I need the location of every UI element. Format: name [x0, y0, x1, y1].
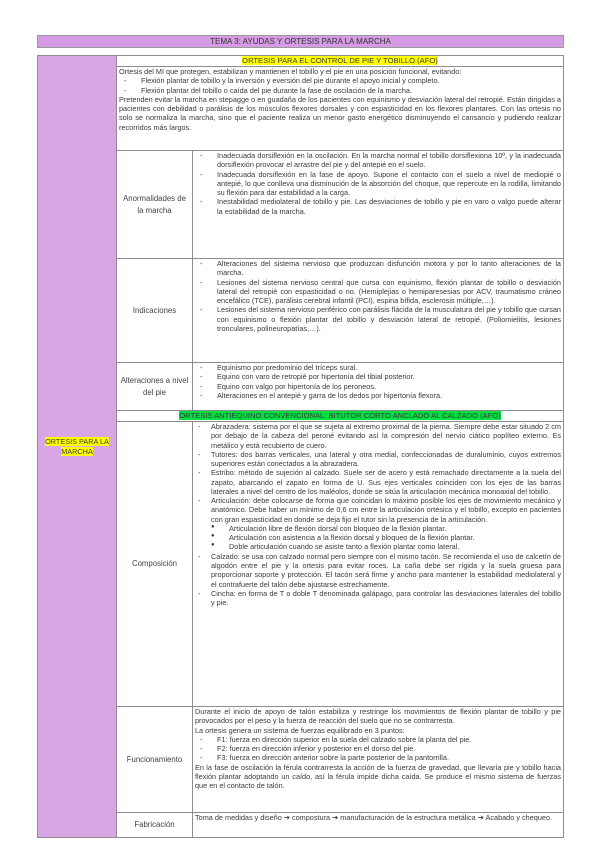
- list-item: - Lesiones del sistema nervioso periférico con parálisis flácida de la musculatura del pie y tobillo que cursan con equinismo o flexión plantar del tobillo y desviación lateral de retropié. (Poliomielitis, lesiones tronculares, polineuropatías,…).: [195, 305, 561, 333]
- indicaciones-content: [193, 259, 564, 363]
- indicaciones-list: [195, 259, 561, 333]
- funcionamiento-content: [193, 707, 564, 813]
- section-label-cell: [38, 56, 117, 838]
- list-item: - Equino con valgo por hipertonía de los peroneos.: [195, 382, 561, 391]
- funcionamiento-p2: La ortesis genera un sistema de fuerzas equilibrado en 3 puntos:: [195, 725, 405, 735]
- afo-intro: Ortesis del MI que protegen, estabilizan y mantienen el tobillo y el pie en una posición funcional, evitando:: [119, 67, 462, 76]
- list-item: ● Articulación con asistencia a la flexión dorsal y bloqueo de la flexión plantar.: [195, 533, 561, 542]
- list-item: - Equinismo por predominio del tríceps sural.: [195, 363, 561, 372]
- row-label-composicion: Composición: [117, 422, 193, 707]
- list-item: - Inestabilidad mediolateral de tobillo y pie. Las desviaciones de tobillo y pie en varo o valgo puede alterar la estabilidad de la marcha.: [195, 197, 561, 216]
- list-item: - Calzado: se usa con calzado normal pero siempre con el mismo tacón. Se recomienda el uso de calcetín de algodón entre el pie y la ortesis para evitar roces. La caña debe ser rígida y la suela gruesa para proporcionar soporte y protección. El tacón será firme y ancho para mantener la estabilidad mediolateral y el contrafuerte del talón debe ajustarse estrechamente.: [195, 552, 561, 589]
- alteraciones-list: [195, 363, 561, 400]
- fabricacion-content: Toma de medidas y diseño ➔ compostura ➔ manufacturación de la estructura metálica ➔ Acabado y chequeo.: [193, 813, 564, 838]
- document-title: TEMA 3: AYUDAS Y ORTESIS PARA LA MARCHA: [37, 35, 564, 48]
- document-page: [37, 35, 564, 838]
- antiequino-heading-cell: [117, 411, 564, 422]
- row-label-alteraciones: Alteraciones a nivel del pie: [117, 363, 193, 411]
- composicion-list: [195, 422, 561, 524]
- list-item: - Tutores: dos barras verticales, una lateral y otra medial, confeccionadas de duraluminio, cuyos extremos superiores están conectados a la abrazadera.: [195, 450, 561, 469]
- list-item: - Lesiones del sistema nervioso central que cursa con equinismo, flexión plantar de tobillo o desviación lateral del retropié con espasticidad o no. (Hemiplejias o hemiparesesias por ACV, traumatismo cráneo encefálico (TCE), parálisis cerebral infantil (PCI), espina bífida, esclerosis múltiple,…).: [195, 278, 561, 306]
- composicion-content: [193, 422, 564, 707]
- row-label-fabricacion: Fabricación: [117, 813, 193, 838]
- list-item: ● Articulación libre de flexión dorsal con bloqueo de la flexión plantar.: [195, 524, 561, 533]
- row-label-funcionamiento: Funcionamiento: [117, 707, 193, 813]
- list-item: - Inadecuada dorsiflexión en la fase de apoyo. Supone el contacto con el suelo a nivel de mediopié o antepié, lo que conlleva una disminución de la absorción del choque, que repercute en la rodilla, limitando su flexión para dar estabilidad a la carga.: [195, 170, 561, 198]
- list-item: ● Doble articulación cuando se asiste tanto a flexión plantar como lateral.: [195, 542, 561, 551]
- afo-intro-cell: [117, 67, 564, 151]
- afo-heading: ORTESIS PARA EL CONTROL DE PIE Y TOBILLO (AFO): [242, 56, 438, 65]
- list-item: - Equino con varo de retropié por hipertonía del tibial posterior.: [195, 372, 561, 381]
- funcionamiento-p3: En la fase de oscilación la férula contrarresta la acción de la fuerza de gravedad, que llevaría pie y tobillo hacia flexión plantar adoptando un caído, así la férula impide dicha caída. Se produce el mismo sistema de fuerzas que en el contacto de talón.: [195, 762, 561, 791]
- row-label-indicaciones: Indicaciones: [117, 259, 193, 363]
- list-item: - Estribo: método de sujeción al calzado. Suele ser de acero y está remachado directamente a la suela del zapato, abarcando el zapato en forma de U. Sus ejes verticales coinciden con los ejes de las barras laterales a nivel del centro de los maléolos, donde se sitúa la articulación mecánica monoaxial del tobillo.: [195, 468, 561, 496]
- list-item: - F3: fuerza en dirección anterior sobre la parte posterior de la pantorrilla.: [195, 753, 561, 762]
- list-item: - Articulación: debe colocarse de forma que coincidan lo máximo posible los ejes de movimiento mecánico y anatómico. Debe haber un mínimo de 0,6 cm entre la articulación ortésica y el tobillo, excepto en pacientes con gran espasticidad en donde se deja fijo el tutor sin la presencia de la articulación.: [195, 496, 561, 524]
- list-item: - Alteraciones del sistema nervioso que produzcan disfunción motora y por lo tanto alteraciones de la marcha.: [195, 259, 561, 278]
- list-item: - Inadecuada dorsiflexión en la oscilación. En la marcha normal el tobillo dorsiflexiona 10º, y la inadecuada dorsiflexión provocar el arrastre del pie y del antepié en el suelo.: [195, 151, 561, 170]
- section-label: ORTESIS PARA LA MARCHA: [45, 437, 109, 456]
- list-item: - Abrazadera: sistema por el que se sujeta al extremo proximal de la pierna. Siempre debe estar situado 2 cm por debajo de la cabeza del peroné evitando así la compresión del nervio ciático poplíteo externo. Es metálico y está recubierto de cuero.: [195, 422, 561, 450]
- list-item: - F1: fuerza en dirección superior en la suela del calzado sobre la planta del pie.: [195, 735, 561, 744]
- articulacion-bullets: [195, 524, 561, 552]
- list-item: - Flexión plantar del tobillo o caída del pie durante la fase de oscilación de la marcha.: [119, 86, 561, 95]
- list-item: - Flexión plantar de tobillo y la inversión y eversión del pie durante el apoyo inicial y completo.: [119, 76, 561, 85]
- ortesis-table: [37, 55, 564, 838]
- composicion-list-continued: [195, 552, 561, 608]
- forces-list: [195, 735, 561, 763]
- list-item: - Alteraciones en el antepié y garra de los dedos por hipertonía flexora.: [195, 391, 561, 400]
- afo-heading-cell: [117, 56, 564, 67]
- anormalidades-content: [193, 151, 564, 259]
- afo-intro-paragraph: Pretenden evitar la marcha en stepagge o en guadaña de los pacientes con equinismo y desviación lateral del retropié. Están dirigidas a pacientes con debilidad o parálisis de los músculos flexores dorsales y con espasticidad en los flexores plantares. Con las ortesis no solo se normaliza la marcha, sino que el paciente realiza un menor gasto energético disminuyendo el cansancio y pudiendo realizar recorridos más largos.: [119, 94, 561, 132]
- list-item: - F2: fuerza en dirección inferior y posterior en el dorso del pie.: [195, 744, 561, 753]
- afo-intro-list: [119, 76, 561, 95]
- antiequino-heading: ORTESIS ANTIEQUINO CONVENCIONAL: BITUTOR CORTO ANCLADO AL CALZADO (AFO): [179, 411, 501, 420]
- funcionamiento-p1: Durante el inicio de apoyo de talón estabiliza y restringe los movimientos de flexión plantar de tobillo y pie provocados por el peso y la fuerza de reacción del suelo que no se contrarresta.: [195, 707, 561, 726]
- row-label-anormalidades: Anormalidades de la marcha: [117, 151, 193, 259]
- anormalidades-list: [195, 151, 561, 216]
- alteraciones-content: [193, 363, 564, 411]
- list-item: - Cincha: en forma de T o doble T denominada galápago, para controlar las desviaciones laterales del tobillo y pie.: [195, 589, 561, 608]
